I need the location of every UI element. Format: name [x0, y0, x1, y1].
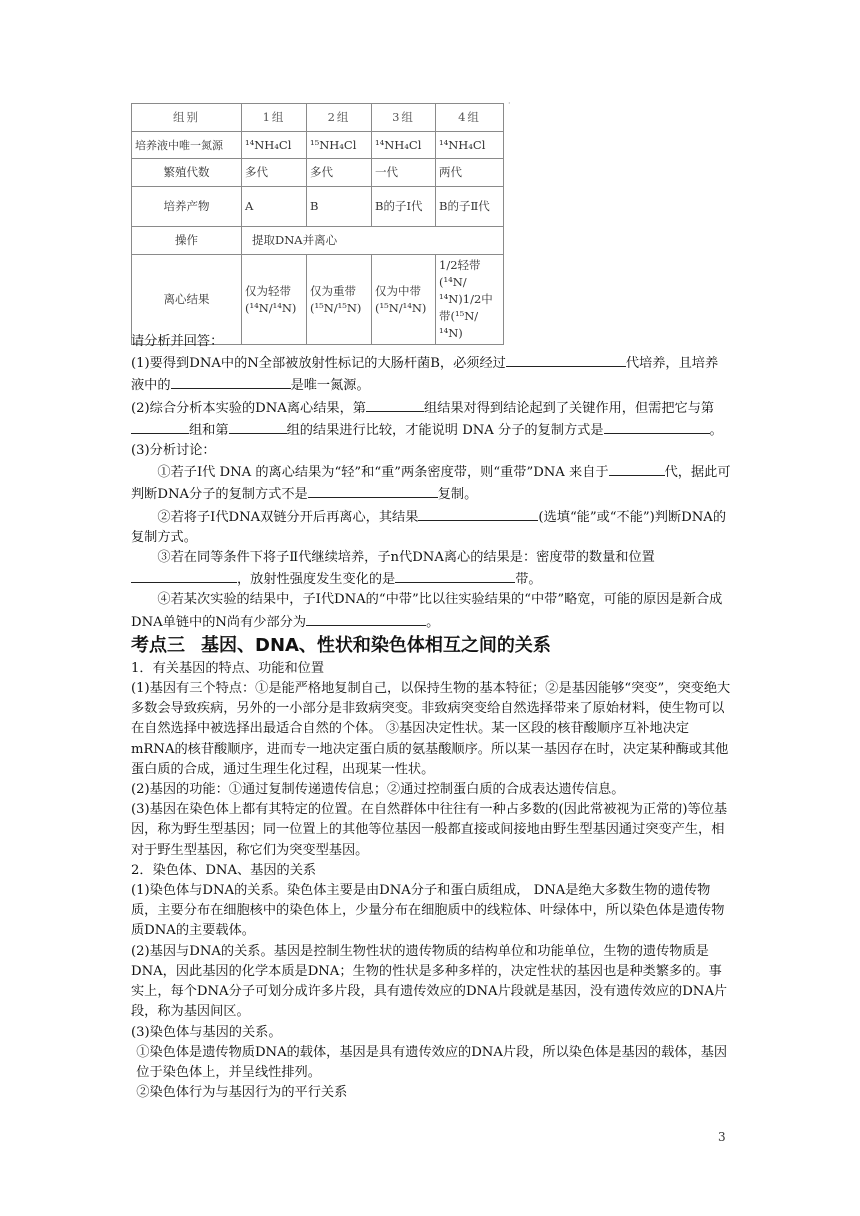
answer-blank[interactable]	[306, 611, 426, 626]
table-row	[132, 187, 504, 227]
table-cell: A	[242, 187, 307, 227]
paragraph-3: (3)基因在染色体上都有其特定的位置。在自然群体中往往有一种占多数的(因此常被视为正常的)等位基因，称为野生型基因；同一位置上的其他等位基因一般都直接或间接地由野生型基因通过突变产生，相对于野生型基因，称它们为突变型基因。	[131, 802, 728, 858]
table-header-cell: 3组	[372, 104, 436, 132]
q2-text-c: 组和第	[189, 422, 229, 438]
question-3-heading: (3)分析讨论：	[131, 443, 216, 459]
table-header-cell: 2组	[307, 104, 372, 132]
q3-3-text-a: ③若在同等条件下将子Ⅱ代继续培养，子n代DNA离心的结果是：密度带的数量和位置	[157, 550, 655, 566]
answer-blank[interactable]	[229, 419, 287, 434]
table-cell: 多代	[307, 159, 372, 187]
experiment-table	[131, 103, 503, 345]
table-cell: B的子Ⅱ代	[436, 187, 504, 227]
results-table	[131, 103, 504, 345]
subheading-1: 1．有关基因的特点、功能和位置	[131, 660, 325, 676]
table-cell: 仅为重带(¹⁵N/¹⁵N)	[307, 255, 372, 345]
table-header-row	[132, 104, 504, 132]
answer-blank[interactable]	[395, 568, 515, 583]
answer-blank[interactable]	[506, 352, 626, 367]
table-cell: 仅为轻带(¹⁴N/¹⁴N)	[242, 255, 307, 345]
table-header-cell: 4组	[436, 104, 504, 132]
question-1	[131, 352, 731, 396]
table-cell: 1/2轻带(¹⁴N/¹⁴N)1/2中带(¹⁵N/¹⁴N)	[436, 255, 504, 345]
paragraph-1: (1)基因有三个特点：①是能严格地复制自己，以保持生物的基本特征；②是基因能够“突变”，突变绝大多数会导致疾病，另外的一小部分是非致病突变。非致病突变给自然选择带来了原始材料，使生物可以在自然选择中被选择出最适合自然的个体。 ③基因决定性状。某一区段的核苷酸顺序互补地决定mRNA的核苷酸顺序，进而专一地决定蛋白质的氨基酸顺序。所以某一基因存在时，决定某种酶或其他蛋白质的合成，通过生理生化过程，出现某一性状。	[131, 681, 731, 777]
paragraph-6: (3)染色体与基因的关系。	[131, 1024, 282, 1040]
q3-4-text-b: 。	[426, 614, 440, 630]
table-cell: 仅为中带(¹⁵N/¹⁴N)	[372, 255, 436, 345]
table-cell: B的子Ⅰ代	[372, 187, 436, 227]
q1-text-b: 代培养，且培养液中的	[131, 356, 719, 394]
paragraph-4: (1)染色体与DNA的关系。染色体主要是由DNA分子和蛋白质组成， DNA是绝大多数生物的遗传物质，主要分布在细胞核中的染色体上，少量分布在细胞质中的线粒体、叶绿体中，所以染色体是遗传物质DNA的主要载体。	[131, 883, 725, 939]
q2-text-e: 。	[709, 422, 723, 438]
table-header-cell: 组别	[132, 104, 242, 132]
q1-text-c: 是唯一氮源。	[290, 378, 370, 394]
answer-blank[interactable]	[609, 461, 665, 476]
section-title	[131, 633, 731, 659]
table-cell: ¹⁴NH₄Cl	[436, 132, 504, 159]
row-label: 培养产物	[132, 187, 242, 227]
row-label: 操作	[132, 227, 242, 255]
table-row	[132, 132, 504, 159]
question-3-3	[131, 548, 731, 590]
table-cell: 两代	[436, 159, 504, 187]
q2-text-b: 组结果对得到结论起到了关键作用，但需把它与第	[423, 400, 715, 416]
section-number: 考点三	[131, 634, 185, 656]
row-label: 繁殖代数	[132, 159, 242, 187]
table-row	[132, 255, 504, 345]
paragraph-8: ②染色体行为与基因行为的平行关系	[136, 1085, 348, 1101]
q3-2-text-a: ②若将子Ⅰ代DNA双链分开后再离心，其结果	[157, 509, 419, 525]
table-cell: 多代	[242, 159, 307, 187]
question-3-4	[131, 590, 731, 632]
q3-1-text-b: 代，据此可判断DNA分子的复制方式不是	[131, 465, 731, 503]
q3-1-text-a: ①若子Ⅰ代 DNA 的离心结果为“轻”和“重”两条密度带，则“重带”DNA 来自于	[157, 465, 609, 481]
row-label: 培养液中唯一氮源	[132, 132, 242, 159]
q3-2-text-b: (选填“能”或“不能”)判断DNA的复制方式。	[131, 509, 727, 545]
row-label: 离心结果	[132, 255, 242, 345]
table-cell: B	[307, 187, 372, 227]
table-cell: ¹⁴NH₄Cl	[242, 132, 307, 159]
q3-3-text-b: ，放射性强度发生变化的是	[237, 572, 396, 588]
paragraph-7: ①染色体是遗传物质DNA的载体，基因是具有遗传效应的DNA片段，所以染色体是基因的载体，基因位于染色体上，并呈线性排列。	[136, 1044, 728, 1080]
text-body	[131, 332, 731, 1103]
q3-4-text-a: ④若某次实验的结果中，子Ⅰ代DNA的“中带”比以往实验结果的“中带”略宽，可能的原因是新合成DNA单链中的N尚有少部分为	[131, 592, 723, 630]
answer-blank[interactable]	[418, 506, 538, 521]
table-cell: ¹⁴NH₄Cl	[372, 132, 436, 159]
section-heading: 基因、DNA、性状和染色体相互之间的关系	[201, 634, 551, 656]
table-row	[132, 227, 504, 255]
q2-text-d: 组的结果进行比较，才能说明 DNA 分子的复制方式是	[286, 422, 604, 438]
question-3-2	[131, 506, 731, 548]
table-header-cell: 1组	[242, 104, 307, 132]
answer-blank[interactable]	[366, 397, 424, 412]
q1-text-a: (1)要得到DNA中的N全部被放射性标记的大肠杆菌B，必须经过	[131, 356, 506, 372]
question-3-1	[131, 461, 731, 505]
q2-text-a: (2)综合分析本实验的DNA离心结果，第	[131, 400, 366, 416]
answer-blank[interactable]	[131, 568, 237, 583]
questions-intro: 请分析并回答：	[131, 334, 224, 349]
q3-1-text-c: 复制。	[437, 487, 478, 503]
table-row	[132, 159, 504, 187]
table-span-cell: 提取DNA并离心	[242, 227, 504, 255]
page-number: 3	[718, 1130, 726, 1144]
answer-blank[interactable]	[171, 374, 291, 389]
corner-mark: ·	[508, 99, 511, 108]
question-2	[131, 397, 731, 441]
answer-blank[interactable]	[308, 483, 438, 498]
paragraph-5: (2)基因与DNA的关系。基因是控制生物性状的遗传物质的结构单位和功能单位，生物的遗传物质是DNA，因此基因的化学本质是DNA；生物的性状是多种多样的，决定性状的基因也是种类繁多的。事实上，每个DNA分子可划分成许多片段，具有遗传效应的DNA片段就是基因，没有遗传效应的DNA片段，称为基因间区。	[131, 943, 728, 1020]
answer-blank[interactable]	[604, 419, 710, 434]
subheading-2: 2．染色体、DNA、基因的关系	[131, 862, 317, 878]
answer-blank[interactable]	[131, 419, 189, 434]
table-cell: 一代	[372, 159, 436, 187]
paragraph-2: (2)基因的功能：①通过复制传递遗传信息；②通过控制蛋白质的合成表达遗传信息。	[131, 782, 625, 798]
q3-3-text-c: 带。	[515, 572, 542, 588]
table-cell: ¹⁵NH₄Cl	[307, 132, 372, 159]
